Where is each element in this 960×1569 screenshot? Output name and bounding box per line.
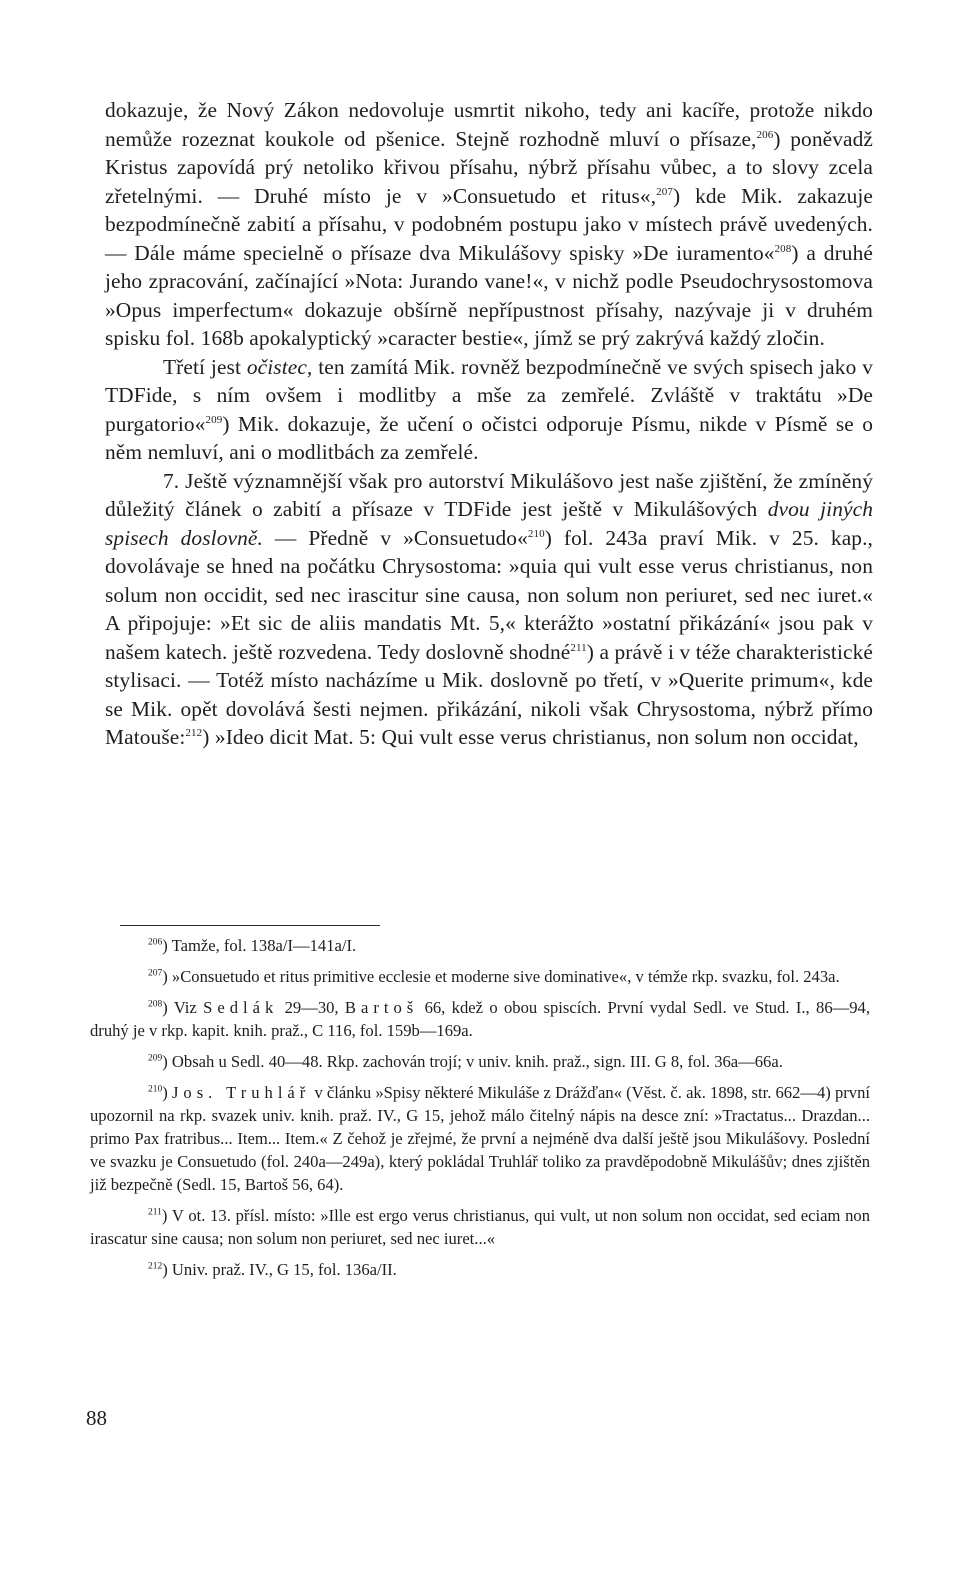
text-run: ) Obsah u Sedl. 40—48. Rkp. zachován trojí; v univ. knih. praž., sign. III. G 8, fol. 36a—66a. xyxy=(162,1052,783,1071)
text-run: ) poněvadž Kristus zapovídá prý netoliko křivou přísahu, nýbrž přísahu vůbec, a to slovy zcela zřetelnými. — Druhé místo je v »Consuetudo et ritus«, xyxy=(105,126,873,208)
paragraph-3 xyxy=(105,467,873,752)
footnote-number: 212 xyxy=(148,1261,163,1272)
footnote-208 xyxy=(90,996,870,1042)
footnote-divider xyxy=(120,925,380,926)
footnote-number: 211 xyxy=(148,1207,162,1218)
author-name: Jos. Truhlář xyxy=(171,1083,311,1102)
author-name: Sedlák xyxy=(203,998,279,1017)
footnote-212 xyxy=(90,1258,870,1281)
text-run: ten zamítá Mik. rovněž bezpodmínečně ve svých spisech jako v TDFide, s ním ovšem i modlitby a mše za zemřelé. Zvláště v traktátu »De purgatorio« xyxy=(105,354,873,436)
text-run: 66, kdež o obou spiscích. První vydal Sedl. ve Stud. I., 86—94, druhý je v rkp. kapit. knih. praž., C 116, fol. 159b—169a. xyxy=(90,998,870,1040)
footnote-206 xyxy=(90,934,870,957)
footnote-reference: 210 xyxy=(527,527,545,540)
footnote-number: 208 xyxy=(148,999,163,1010)
text-run: 7. Ještě významnější však pro autorství Mikulášovo jest naše zjištění, že zmíněný důležitý článek o zabití a přísaze v TDFide jest ještě v Mikulášových xyxy=(105,468,873,521)
main-text xyxy=(105,96,873,752)
footnote-207 xyxy=(90,965,870,988)
footnote-reference: 207 xyxy=(656,185,673,198)
text-run: ) fol. 243a praví Mik. v 25. kap., dovolávaje se hned na počátku Chrysostoma: »quia qui vult esse verus christianus, non solum non occidit, sed nec irascitur sine causa, non solum non periuret, sed nec iuret.« A připojuje: »Et sic de aliis mandatis Mt. 5,« kterážto »ostatní přikázání« jsou pak v našem katech. ještě rozvedena. Tedy doslovně shodné xyxy=(105,525,873,664)
text-run: ) V ot. 13. přísl. místo: »Ille est ergo verus christianus, qui vult, ut non solum non occidat, sed eciam non irascatur sine causa; non solum non periuret, sed nec iuret...« xyxy=(90,1206,870,1248)
footnotes xyxy=(90,934,870,1289)
author-name: Bartoš xyxy=(344,998,419,1017)
text-run: — Předně v »Consuetudo« xyxy=(262,525,528,550)
footnote-number: 207 xyxy=(148,968,163,979)
footnote-reference: 208 xyxy=(774,242,792,255)
paragraph-1 xyxy=(105,96,873,353)
footnote-number: 210 xyxy=(148,1084,163,1095)
footnote-reference: 209 xyxy=(205,413,223,426)
text-run: ) Univ. praž. IV., G 15, fol. 136a/II. xyxy=(162,1260,397,1279)
text-run: dokazuje, že Nový Zákon nedovoluje usmrtit nikoho, tedy ani kacíře, protože nikdo nemůže rozeznat koukole od pšenice. Stejně rozhodně mluví o přísaze, xyxy=(105,98,873,151)
text-run: v článku »Spisy některé Mikuláše z Drážďan« (Věst. č. ak. 1898, str. 662—4) první upozornil na rkp. svazek univ. knih. praž. IV., G 15, jehož málo čitelný nápis na desce zní: »Tractatus... Drazdan... primo Pax fratribus... Item... Item.« Z čehož je zřejmé, že první a nejméně dva další ještě jsou Mikulášovy. Poslední ve svazku je Consuetudo (fol. 240a—249a), který pokládal Truhlář toliko za pravděpodobně Mikulášův; dnes zjištěn již bezpečně (Sedl. 15, Bartoš 56, 64). xyxy=(90,1083,870,1194)
text-run: ) a druhé jeho zpracování, začínající »Nota: Jurando vane!«, v nichž podle Pseudochrysostomova »Opus imperfectum« dokazuje obšírně nepřípustnost přísahy, nazývaje ji v druhém spisku fol. 168b apokalyptický »caracter bestie«, jímž se prý zakrývá každý zločin. xyxy=(105,240,873,350)
footnote-number: 209 xyxy=(148,1053,163,1064)
footnote-number: 206 xyxy=(148,937,163,948)
emphasis-text: očistec, xyxy=(246,354,313,379)
text-run: Třetí jest xyxy=(163,354,247,379)
text-run: ) Viz xyxy=(162,998,204,1017)
page-number: 88 xyxy=(86,1406,107,1430)
emphasis-text: dvou jiných spisech doslovně. xyxy=(105,497,873,550)
text-run: ) a právě i v téže charakteristické stylisaci. — Totéž místo nacházíme u Mik. doslovně po třetí, v »Querite primum«, kde se Mik. opět dovolává šesti nejmen. přikázání, nikoli však Chrysostoma, nýbrž přímo Matouše: xyxy=(105,639,873,749)
paragraph-2 xyxy=(105,353,873,467)
footnote-reference: 212 xyxy=(185,726,203,739)
text-run: 29—30, xyxy=(278,998,345,1017)
footnote-reference: 206 xyxy=(756,128,774,141)
text-run: ) Tamže, fol. 138a/I—141a/I. xyxy=(162,936,357,955)
page-body xyxy=(105,96,873,752)
footnote-210 xyxy=(90,1081,870,1196)
text-run: ) »Consuetudo et ritus primitive ecclesie et moderne sive dominative«, v témže rkp. svazku, fol. 243a. xyxy=(162,967,840,986)
text-run: ) Mik. dokazuje, že učení o očistci odporuje Písmu, nikde v Písmě se o něm nemluví, ani o modlitbách za zemřelé. xyxy=(105,411,873,464)
text-run: ) »Ideo dicit Mat. 5: Qui vult esse verus christianus, non solum non occidat, xyxy=(202,725,859,749)
footnote-209 xyxy=(90,1050,870,1073)
text-run: ) kde Mik. zakazuje bezpodmínečně zabití a přísahu, v podobném postupu jako v místech právě uvedených. — Dále máme specielně o přísaze dva Mikulášovy spisky »De iuramento« xyxy=(105,183,873,265)
text-run: ) xyxy=(162,1083,172,1102)
footnote-reference: 211 xyxy=(570,641,587,654)
footnote-211 xyxy=(90,1204,870,1250)
